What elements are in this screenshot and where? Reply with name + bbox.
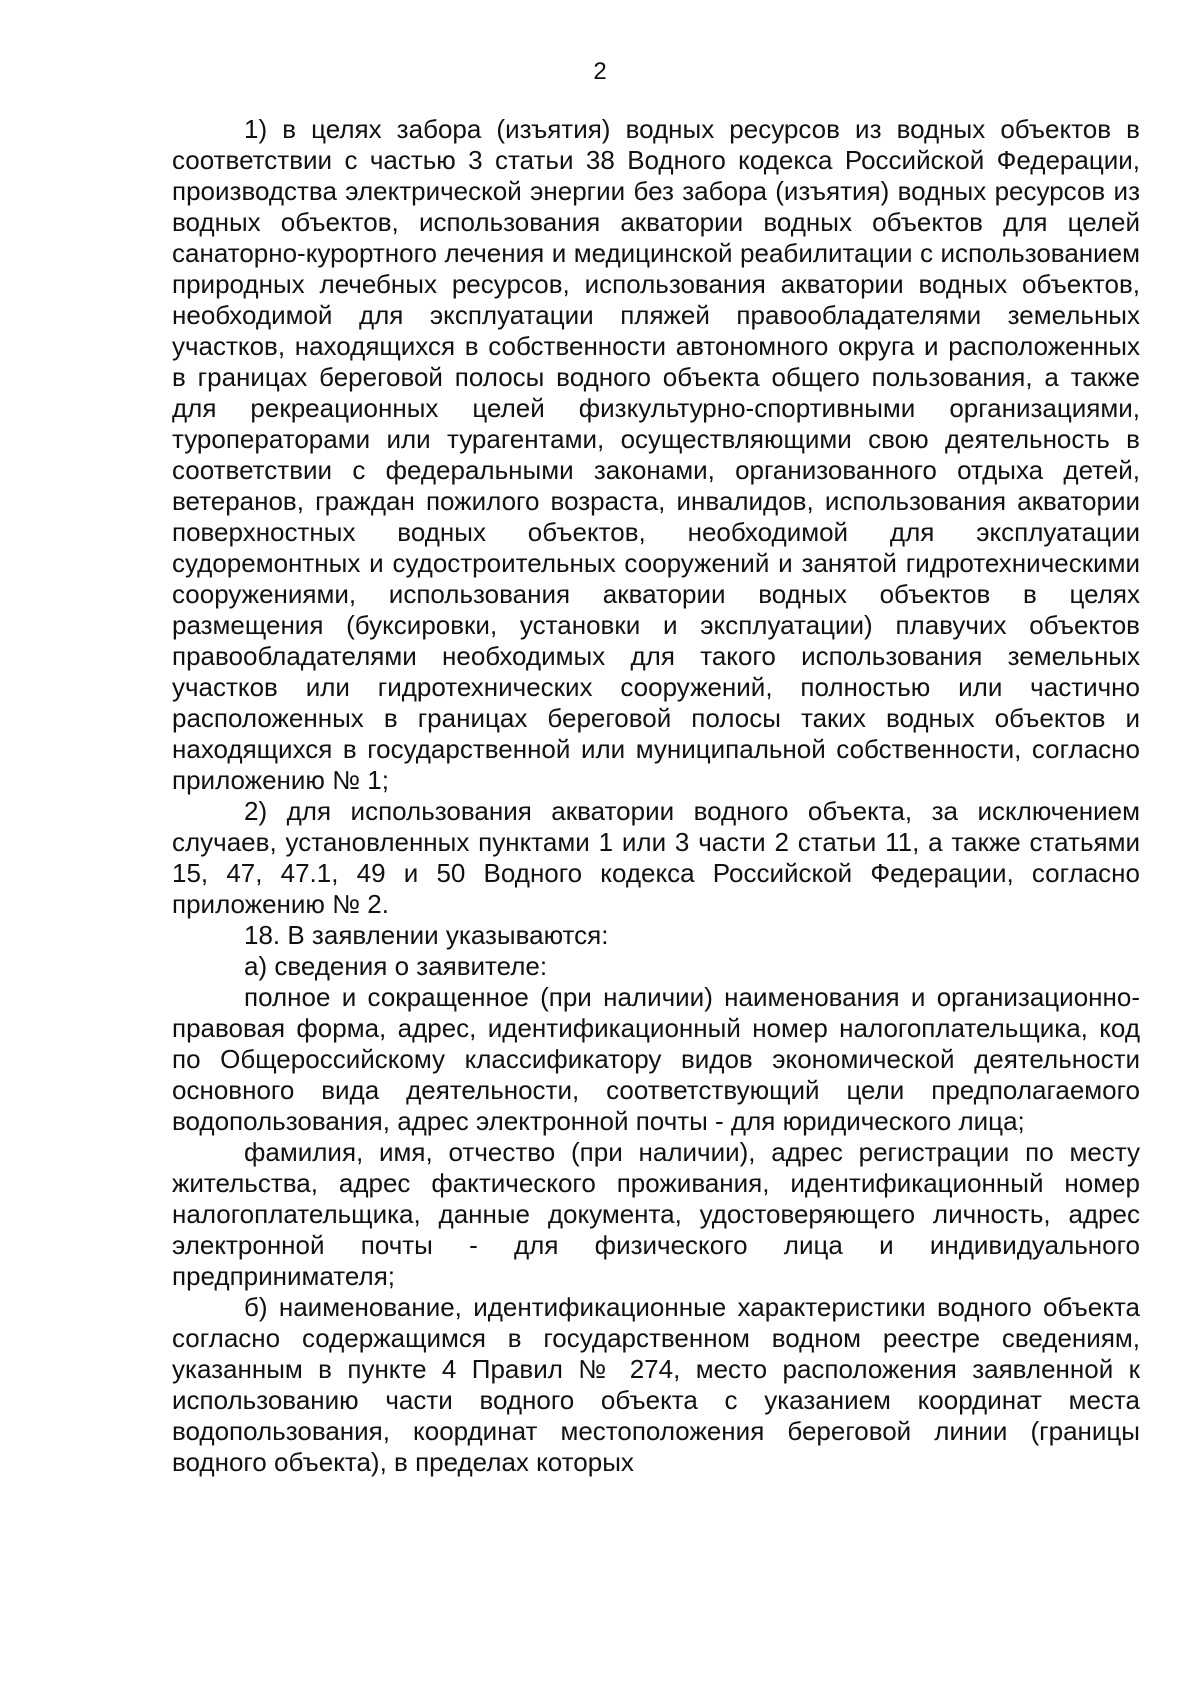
subparagraph-a-applicant-info: а) сведения о заявителе: <box>244 951 548 981</box>
paragraph-item-2-water-area: 2) для использования акватории водного объекта, за исключением случаев, установленных пунктами 1 или 3 части 2 статьи 11, а также статьями 15, 47, 47.1, 49 и 50 Водного кодекса Российской Федерации, согласно приложению № 2. <box>172 796 1140 919</box>
paragraph-individual-details: фамилия, имя, отчество (при наличии), адрес регистрации по месту жительства, адрес фактического проживания, идентификационный номер налогоплательщика, данные документа, удостоверяющего личность, адрес электронной почты - для физического лица и индивидуального предпринимателя; <box>172 1137 1140 1291</box>
paragraph-18-heading: 18. В заявлении указываются: <box>244 920 609 950</box>
paragraph-item-1-water-intake: 1) в целях забора (изъятия) водных ресурсов из водных объектов в соответствии с частью 3 статьи 38 Водного кодекса Российской Федерации, производства электрической энергии без забора (изъятия) водных ресурсов из водных объектов, использования акватории водных объектов для целей санаторно-курортного лечения и медицинской реабилитации с использованием природных лечебных ресурсов, использования акватории водных объектов, необходимой для эксплуатации пляжей правообладателями земельных участков, находящихся в собственности автономного округа и расположенных в границах береговой полосы водного объекта общего пользования, а также для рекреационных целей физкультурно-спортивными организациями, туроператорами или турагентами, осуществляющими свою деятельность в соответствии с федеральными законами, организованного отдыха детей, ветеранов, граждан пожилого возраста, инвалидов, использования акватории поверхностных водных объектов, необходимой для эксплуатации судоремонтных и судостроительных сооружений и занятой гидротехническими сооружениями, использования акватории водных объектов в целях размещения (буксировки, установки и эксплуатации) плавучих объектов правообладателями необходимых для такого использования земельных участков или гидротехнических сооружений, полностью или частично расположенных в границах береговой полосы таких водных объектов и находящихся в государственной или муниципальной собственности, согласно приложению № 1; <box>172 114 1140 795</box>
page-number: 2 <box>593 58 607 85</box>
paragraph-legal-entity-details: полное и сокращенное (при наличии) наименования и организационно-правовая форма, адрес, идентификационный номер налогоплательщика, код по Общероссийскому классификатору видов экономической деятельности основного вида деятельности, соответствующий цели предполагаемого водопользования, адрес электронной почты - для юридического лица; <box>172 982 1140 1136</box>
subparagraph-b-water-body-details: б) наименование, идентификационные характеристики водного объекта согласно содержащимся в государственном водном реестре сведениям, указанным в пункте 4 Правил № 274, место расположения заявленной к использованию части водного объекта с указанием координат места водопользования, координат местоположения береговой линии (границы водного объекта), в пределах которых <box>172 1292 1140 1477</box>
document-body <box>172 114 1140 1478</box>
